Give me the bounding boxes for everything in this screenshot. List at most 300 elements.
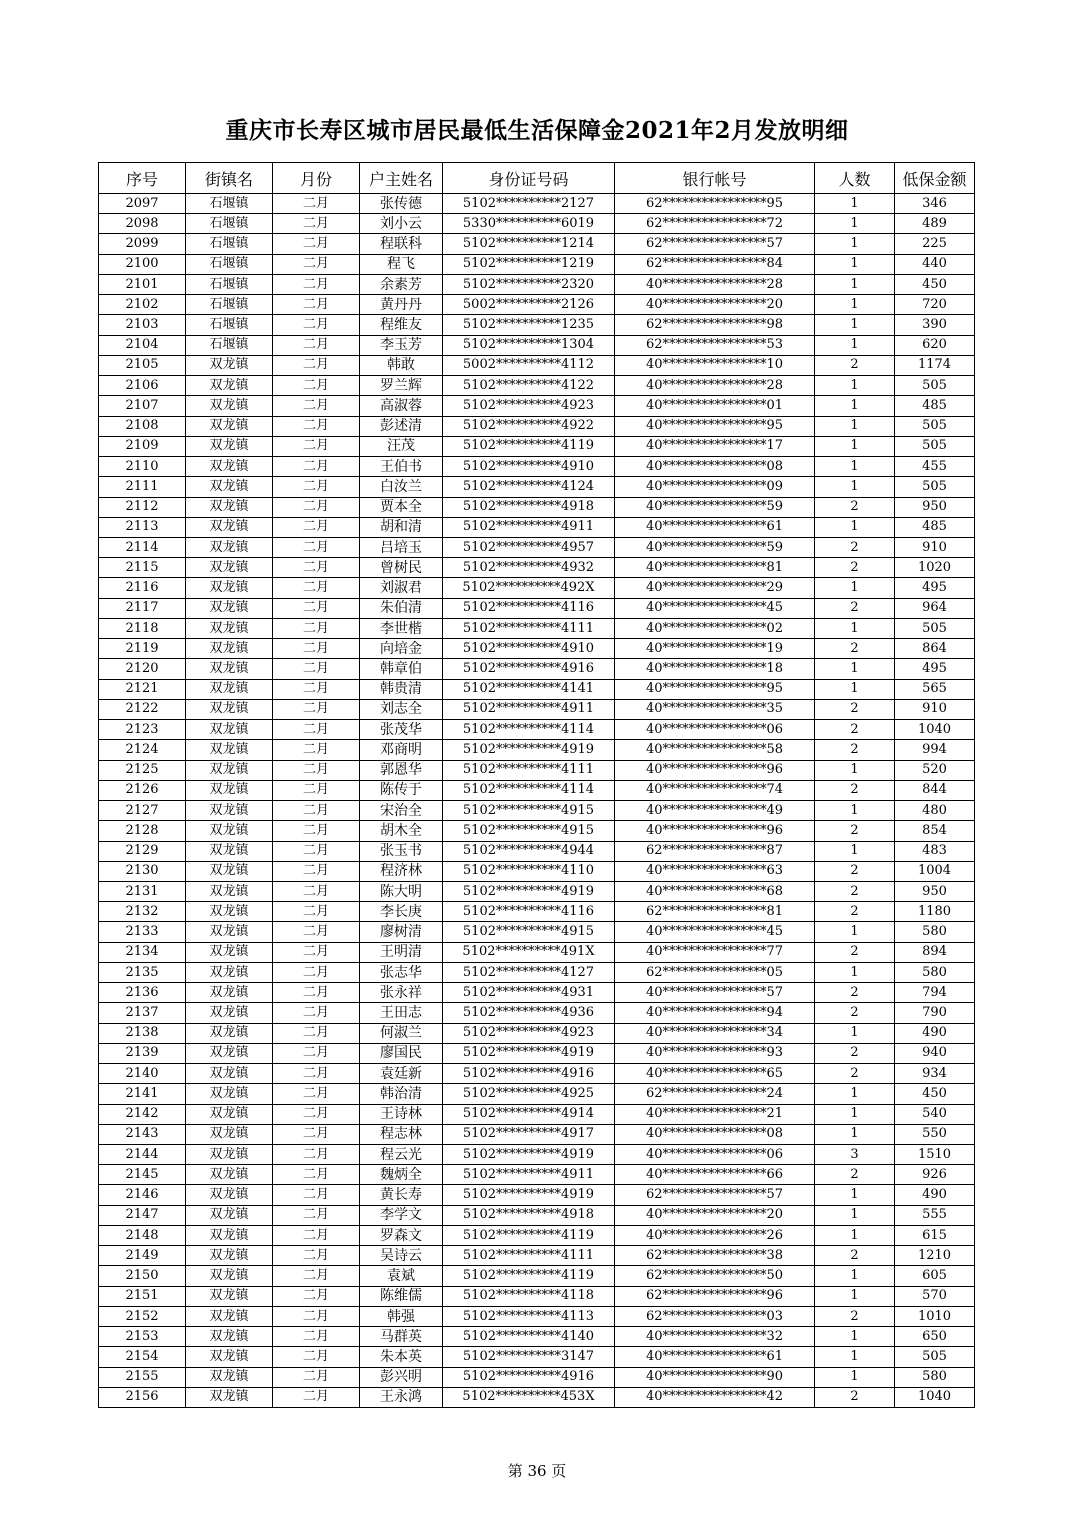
people-count-cell: 1: [815, 477, 895, 497]
row-index: 2151: [99, 1286, 186, 1306]
bank-account-cell: 40****************81: [615, 558, 815, 578]
town-cell: 双龙镇: [186, 578, 273, 598]
month-cell: 二月: [273, 1306, 360, 1326]
table-row: [99, 699, 975, 719]
row-index: 2109: [99, 436, 186, 456]
row-index: 2138: [99, 1023, 186, 1043]
bank-account-cell: 62****************72: [615, 214, 815, 234]
table-row: [99, 1043, 975, 1063]
row-index: 2144: [99, 1145, 186, 1165]
amount-cell: 934: [895, 1064, 975, 1084]
householder-cell: 白汝兰: [360, 477, 443, 497]
table-row: [99, 1185, 975, 1205]
month-cell: 二月: [273, 1043, 360, 1063]
row-index: 2115: [99, 558, 186, 578]
table-row: [99, 1266, 975, 1286]
id-number-cell: 5102**********3147: [443, 1347, 615, 1367]
row-index: 2125: [99, 760, 186, 780]
month-cell: 二月: [273, 1145, 360, 1165]
people-count-cell: 2: [815, 720, 895, 740]
id-number-cell: 5102**********4919: [443, 1043, 615, 1063]
month-cell: 二月: [273, 861, 360, 881]
row-index: 2128: [99, 821, 186, 841]
people-count-cell: 2: [815, 1387, 895, 1407]
month-cell: 二月: [273, 639, 360, 659]
month-cell: 二月: [273, 416, 360, 436]
town-cell: 双龙镇: [186, 497, 273, 517]
amount-cell: 1020: [895, 558, 975, 578]
people-count-cell: 1: [815, 922, 895, 942]
town-cell: 双龙镇: [186, 1023, 273, 1043]
town-cell: 双龙镇: [186, 558, 273, 578]
amount-cell: 485: [895, 396, 975, 416]
town-cell: 石堰镇: [186, 234, 273, 254]
row-index: 2132: [99, 902, 186, 922]
row-index: 2142: [99, 1104, 186, 1124]
row-index: 2102: [99, 295, 186, 315]
amount-cell: 1040: [895, 1387, 975, 1407]
bank-account-cell: 40****************61: [615, 517, 815, 537]
month-cell: 二月: [273, 983, 360, 1003]
id-number-cell: 5102**********4931: [443, 983, 615, 1003]
amount-cell: 505: [895, 1347, 975, 1367]
amount-cell: 450: [895, 274, 975, 294]
amount-cell: 390: [895, 315, 975, 335]
town-cell: 双龙镇: [186, 1266, 273, 1286]
id-number-cell: 5102**********4919: [443, 1145, 615, 1165]
people-count-cell: 2: [815, 558, 895, 578]
amount-cell: 844: [895, 780, 975, 800]
table-row: [99, 194, 975, 214]
row-index: 2120: [99, 659, 186, 679]
row-index: 2129: [99, 841, 186, 861]
town-cell: 双龙镇: [186, 679, 273, 699]
amount-cell: 440: [895, 254, 975, 274]
table-row: [99, 801, 975, 821]
people-count-cell: 1: [815, 457, 895, 477]
row-index: 2147: [99, 1205, 186, 1225]
bank-account-cell: 62****************84: [615, 254, 815, 274]
month-cell: 二月: [273, 254, 360, 274]
people-count-cell: 2: [815, 355, 895, 375]
town-cell: 双龙镇: [186, 942, 273, 962]
bank-account-cell: 40****************06: [615, 720, 815, 740]
row-index: 2131: [99, 881, 186, 901]
column-header-amount: 低保金额: [895, 163, 975, 194]
town-cell: 双龙镇: [186, 1124, 273, 1144]
month-cell: 二月: [273, 537, 360, 557]
month-cell: 二月: [273, 558, 360, 578]
month-cell: 二月: [273, 194, 360, 214]
bank-account-cell: 40****************34: [615, 1023, 815, 1043]
id-number-cell: 5102**********4918: [443, 497, 615, 517]
id-number-cell: 5102**********4141: [443, 679, 615, 699]
table-row: [99, 457, 975, 477]
table-row: [99, 962, 975, 982]
amount-cell: 495: [895, 578, 975, 598]
table-row: [99, 780, 975, 800]
table-row: [99, 274, 975, 294]
bank-account-cell: 40****************59: [615, 497, 815, 517]
column-header-month: 月份: [273, 163, 360, 194]
town-cell: 双龙镇: [186, 376, 273, 396]
town-cell: 双龙镇: [186, 1225, 273, 1245]
month-cell: 二月: [273, 436, 360, 456]
householder-cell: 韩强: [360, 1306, 443, 1326]
month-cell: 二月: [273, 1327, 360, 1347]
householder-cell: 贾本全: [360, 497, 443, 517]
amount-cell: 940: [895, 1043, 975, 1063]
householder-cell: 宋治全: [360, 801, 443, 821]
people-count-cell: 1: [815, 1185, 895, 1205]
people-count-cell: 2: [815, 537, 895, 557]
id-number-cell: 5102**********4911: [443, 1165, 615, 1185]
amount-cell: 505: [895, 477, 975, 497]
amount-cell: 790: [895, 1003, 975, 1023]
bank-account-cell: 62****************87: [615, 841, 815, 861]
table-header-row: [99, 163, 975, 194]
people-count-cell: 2: [815, 497, 895, 517]
row-index: 2123: [99, 720, 186, 740]
town-cell: 石堰镇: [186, 274, 273, 294]
month-cell: 二月: [273, 295, 360, 315]
householder-cell: 罗兰辉: [360, 376, 443, 396]
amount-cell: 550: [895, 1124, 975, 1144]
row-index: 2146: [99, 1185, 186, 1205]
table-row: [99, 902, 975, 922]
town-cell: 双龙镇: [186, 659, 273, 679]
row-index: 2121: [99, 679, 186, 699]
month-cell: 二月: [273, 720, 360, 740]
row-index: 2152: [99, 1306, 186, 1326]
town-cell: 双龙镇: [186, 740, 273, 760]
people-count-cell: 1: [815, 962, 895, 982]
table-row: [99, 942, 975, 962]
id-number-cell: 5102**********4124: [443, 477, 615, 497]
amount-cell: 950: [895, 497, 975, 517]
amount-cell: 490: [895, 1185, 975, 1205]
town-cell: 双龙镇: [186, 396, 273, 416]
town-cell: 双龙镇: [186, 1306, 273, 1326]
id-number-cell: 5102**********453X: [443, 1387, 615, 1407]
householder-cell: 胡和清: [360, 517, 443, 537]
bank-account-cell: 62****************98: [615, 315, 815, 335]
town-cell: 双龙镇: [186, 861, 273, 881]
householder-cell: 余素芳: [360, 274, 443, 294]
householder-cell: 彭述清: [360, 416, 443, 436]
people-count-cell: 2: [815, 942, 895, 962]
table-row: [99, 1306, 975, 1326]
id-number-cell: 5102**********4140: [443, 1327, 615, 1347]
bank-account-cell: 62****************03: [615, 1306, 815, 1326]
id-number-cell: 5102**********4119: [443, 1225, 615, 1245]
householder-cell: 韩治清: [360, 1084, 443, 1104]
householder-cell: 韩贵清: [360, 679, 443, 699]
people-count-cell: 2: [815, 639, 895, 659]
town-cell: 双龙镇: [186, 1165, 273, 1185]
table-row: [99, 497, 975, 517]
table-row: [99, 1165, 975, 1185]
id-number-cell: 5102**********4113: [443, 1306, 615, 1326]
id-number-cell: 5102**********1304: [443, 335, 615, 355]
people-count-cell: 1: [815, 1205, 895, 1225]
row-index: 2135: [99, 962, 186, 982]
column-header-index: 序号: [99, 163, 186, 194]
id-number-cell: 5102**********4911: [443, 699, 615, 719]
householder-cell: 张茂华: [360, 720, 443, 740]
month-cell: 二月: [273, 821, 360, 841]
row-index: 2140: [99, 1064, 186, 1084]
amount-cell: 480: [895, 801, 975, 821]
householder-cell: 张志华: [360, 962, 443, 982]
month-cell: 二月: [273, 457, 360, 477]
householder-cell: 韩章伯: [360, 659, 443, 679]
householder-cell: 汪茂: [360, 436, 443, 456]
householder-cell: 马群英: [360, 1327, 443, 1347]
row-index: 2156: [99, 1387, 186, 1407]
bank-account-cell: 62****************96: [615, 1286, 815, 1306]
row-index: 2145: [99, 1165, 186, 1185]
town-cell: 双龙镇: [186, 1104, 273, 1124]
householder-cell: 王诗林: [360, 1104, 443, 1124]
amount-cell: 994: [895, 740, 975, 760]
bank-account-cell: 62****************57: [615, 234, 815, 254]
month-cell: 二月: [273, 1165, 360, 1185]
people-count-cell: 1: [815, 679, 895, 699]
bank-account-cell: 62****************57: [615, 1185, 815, 1205]
month-cell: 二月: [273, 315, 360, 335]
table-row: [99, 1205, 975, 1225]
town-cell: 双龙镇: [186, 1064, 273, 1084]
month-cell: 二月: [273, 477, 360, 497]
month-cell: 二月: [273, 355, 360, 375]
id-number-cell: 5102**********4110: [443, 861, 615, 881]
town-cell: 双龙镇: [186, 1145, 273, 1165]
id-number-cell: 5102**********4119: [443, 436, 615, 456]
id-number-cell: 5102**********4116: [443, 598, 615, 618]
amount-cell: 1010: [895, 1306, 975, 1326]
row-index: 2141: [99, 1084, 186, 1104]
householder-cell: 程济林: [360, 861, 443, 881]
subsidy-table: [98, 162, 975, 1408]
town-cell: 双龙镇: [186, 436, 273, 456]
month-cell: 二月: [273, 841, 360, 861]
town-cell: 双龙镇: [186, 1084, 273, 1104]
people-count-cell: 2: [815, 1246, 895, 1266]
town-cell: 双龙镇: [186, 841, 273, 861]
month-cell: 二月: [273, 699, 360, 719]
town-cell: 石堰镇: [186, 295, 273, 315]
row-index: 2127: [99, 801, 186, 821]
month-cell: 二月: [273, 679, 360, 699]
id-number-cell: 5102**********2127: [443, 194, 615, 214]
id-number-cell: 5102**********4922: [443, 416, 615, 436]
id-number-cell: 5102**********4911: [443, 517, 615, 537]
column-header-householder: 户主姓名: [360, 163, 443, 194]
householder-cell: 刘小云: [360, 214, 443, 234]
row-index: 2153: [99, 1327, 186, 1347]
amount-cell: 489: [895, 214, 975, 234]
bank-account-cell: 40****************95: [615, 679, 815, 699]
row-index: 2134: [99, 942, 186, 962]
id-number-cell: 5102**********1219: [443, 254, 615, 274]
bank-account-cell: 62****************95: [615, 194, 815, 214]
month-cell: 二月: [273, 578, 360, 598]
bank-account-cell: 40****************94: [615, 1003, 815, 1023]
town-cell: 双龙镇: [186, 881, 273, 901]
id-number-cell: 5002**********2126: [443, 295, 615, 315]
people-count-cell: 1: [815, 760, 895, 780]
id-number-cell: 5102**********4116: [443, 902, 615, 922]
householder-cell: 王伯书: [360, 457, 443, 477]
id-number-cell: 5102**********4119: [443, 1266, 615, 1286]
id-number-cell: 5102**********4910: [443, 457, 615, 477]
row-index: 2149: [99, 1246, 186, 1266]
month-cell: 二月: [273, 659, 360, 679]
town-cell: 双龙镇: [186, 1347, 273, 1367]
bank-account-cell: 40****************35: [615, 699, 815, 719]
people-count-cell: 1: [815, 274, 895, 294]
amount-cell: 455: [895, 457, 975, 477]
month-cell: 二月: [273, 740, 360, 760]
id-number-cell: 5102**********1214: [443, 234, 615, 254]
row-index: 2130: [99, 861, 186, 881]
amount-cell: 483: [895, 841, 975, 861]
householder-cell: 王明清: [360, 942, 443, 962]
town-cell: 双龙镇: [186, 780, 273, 800]
amount-cell: 225: [895, 234, 975, 254]
people-count-cell: 2: [815, 1003, 895, 1023]
amount-cell: 570: [895, 1286, 975, 1306]
bank-account-cell: 62****************50: [615, 1266, 815, 1286]
bank-account-cell: 40****************19: [615, 639, 815, 659]
id-number-cell: 5102**********4944: [443, 841, 615, 861]
bank-account-cell: 40****************01: [615, 396, 815, 416]
people-count-cell: 1: [815, 295, 895, 315]
amount-cell: 580: [895, 1367, 975, 1387]
town-cell: 双龙镇: [186, 962, 273, 982]
row-index: 2112: [99, 497, 186, 517]
month-cell: 二月: [273, 1003, 360, 1023]
householder-cell: 黄长寿: [360, 1185, 443, 1205]
householder-cell: 袁廷新: [360, 1064, 443, 1084]
row-index: 2108: [99, 416, 186, 436]
table-row: [99, 416, 975, 436]
table-row: [99, 659, 975, 679]
town-cell: 双龙镇: [186, 598, 273, 618]
id-number-cell: 5102**********4114: [443, 780, 615, 800]
row-index: 2111: [99, 477, 186, 497]
people-count-cell: 1: [815, 801, 895, 821]
table-row: [99, 254, 975, 274]
amount-cell: 505: [895, 376, 975, 396]
people-count-cell: 1: [815, 376, 895, 396]
table-row: [99, 214, 975, 234]
amount-cell: 520: [895, 760, 975, 780]
bank-account-cell: 62****************81: [615, 902, 815, 922]
table-row: [99, 1367, 975, 1387]
id-number-cell: 5102**********4122: [443, 376, 615, 396]
town-cell: 双龙镇: [186, 983, 273, 1003]
month-cell: 二月: [273, 1246, 360, 1266]
bank-account-cell: 40****************74: [615, 780, 815, 800]
householder-cell: 向培金: [360, 639, 443, 659]
id-number-cell: 5102**********2320: [443, 274, 615, 294]
bank-account-cell: 40****************65: [615, 1064, 815, 1084]
page-number: 第 36 页: [507, 1462, 567, 1480]
row-index: 2154: [99, 1347, 186, 1367]
people-count-cell: 1: [815, 578, 895, 598]
town-cell: 双龙镇: [186, 1185, 273, 1205]
amount-cell: 485: [895, 517, 975, 537]
householder-cell: 罗森文: [360, 1225, 443, 1245]
month-cell: 二月: [273, 517, 360, 537]
table-row: [99, 315, 975, 335]
people-count-cell: 2: [815, 1165, 895, 1185]
month-cell: 二月: [273, 1104, 360, 1124]
amount-cell: 910: [895, 699, 975, 719]
people-count-cell: 1: [815, 1347, 895, 1367]
table-row: [99, 598, 975, 618]
table-row: [99, 861, 975, 881]
column-header-town: 街镇名: [186, 163, 273, 194]
householder-cell: 廖树清: [360, 922, 443, 942]
table-row: [99, 720, 975, 740]
bank-account-cell: 62****************05: [615, 962, 815, 982]
table-row: [99, 1145, 975, 1165]
amount-cell: 964: [895, 598, 975, 618]
householder-cell: 陈大明: [360, 881, 443, 901]
id-number-cell: 5102**********491X: [443, 942, 615, 962]
month-cell: 二月: [273, 598, 360, 618]
row-index: 2139: [99, 1043, 186, 1063]
row-index: 2103: [99, 315, 186, 335]
amount-cell: 540: [895, 1104, 975, 1124]
table-row: [99, 983, 975, 1003]
row-index: 2101: [99, 274, 186, 294]
amount-cell: 1210: [895, 1246, 975, 1266]
row-index: 2136: [99, 983, 186, 1003]
month-cell: 二月: [273, 234, 360, 254]
column-header-id-number: 身份证号码: [443, 163, 615, 194]
table-row: [99, 821, 975, 841]
householder-cell: 陈传于: [360, 780, 443, 800]
town-cell: 双龙镇: [186, 477, 273, 497]
table-row: [99, 376, 975, 396]
bank-account-cell: 40****************49: [615, 801, 815, 821]
column-header-bank-account: 银行帐号: [615, 163, 815, 194]
id-number-cell: 5102**********4114: [443, 720, 615, 740]
id-number-cell: 5330**********6019: [443, 214, 615, 234]
month-cell: 二月: [273, 618, 360, 638]
id-number-cell: 5102**********4932: [443, 558, 615, 578]
id-number-cell: 5102**********4919: [443, 740, 615, 760]
bank-account-cell: 40****************90: [615, 1367, 815, 1387]
householder-cell: 胡木全: [360, 821, 443, 841]
bank-account-cell: 40****************93: [615, 1043, 815, 1063]
table-row: [99, 1387, 975, 1407]
table-row: [99, 841, 975, 861]
month-cell: 二月: [273, 1205, 360, 1225]
people-count-cell: 1: [815, 436, 895, 456]
people-count-cell: 2: [815, 780, 895, 800]
householder-cell: 王田志: [360, 1003, 443, 1023]
document-title: 重庆市长寿区城市居民最低生活保障金2021年2月发放明细: [225, 117, 849, 144]
people-count-cell: 2: [815, 1306, 895, 1326]
town-cell: 双龙镇: [186, 1327, 273, 1347]
table-row: [99, 1023, 975, 1043]
amount-cell: 650: [895, 1327, 975, 1347]
